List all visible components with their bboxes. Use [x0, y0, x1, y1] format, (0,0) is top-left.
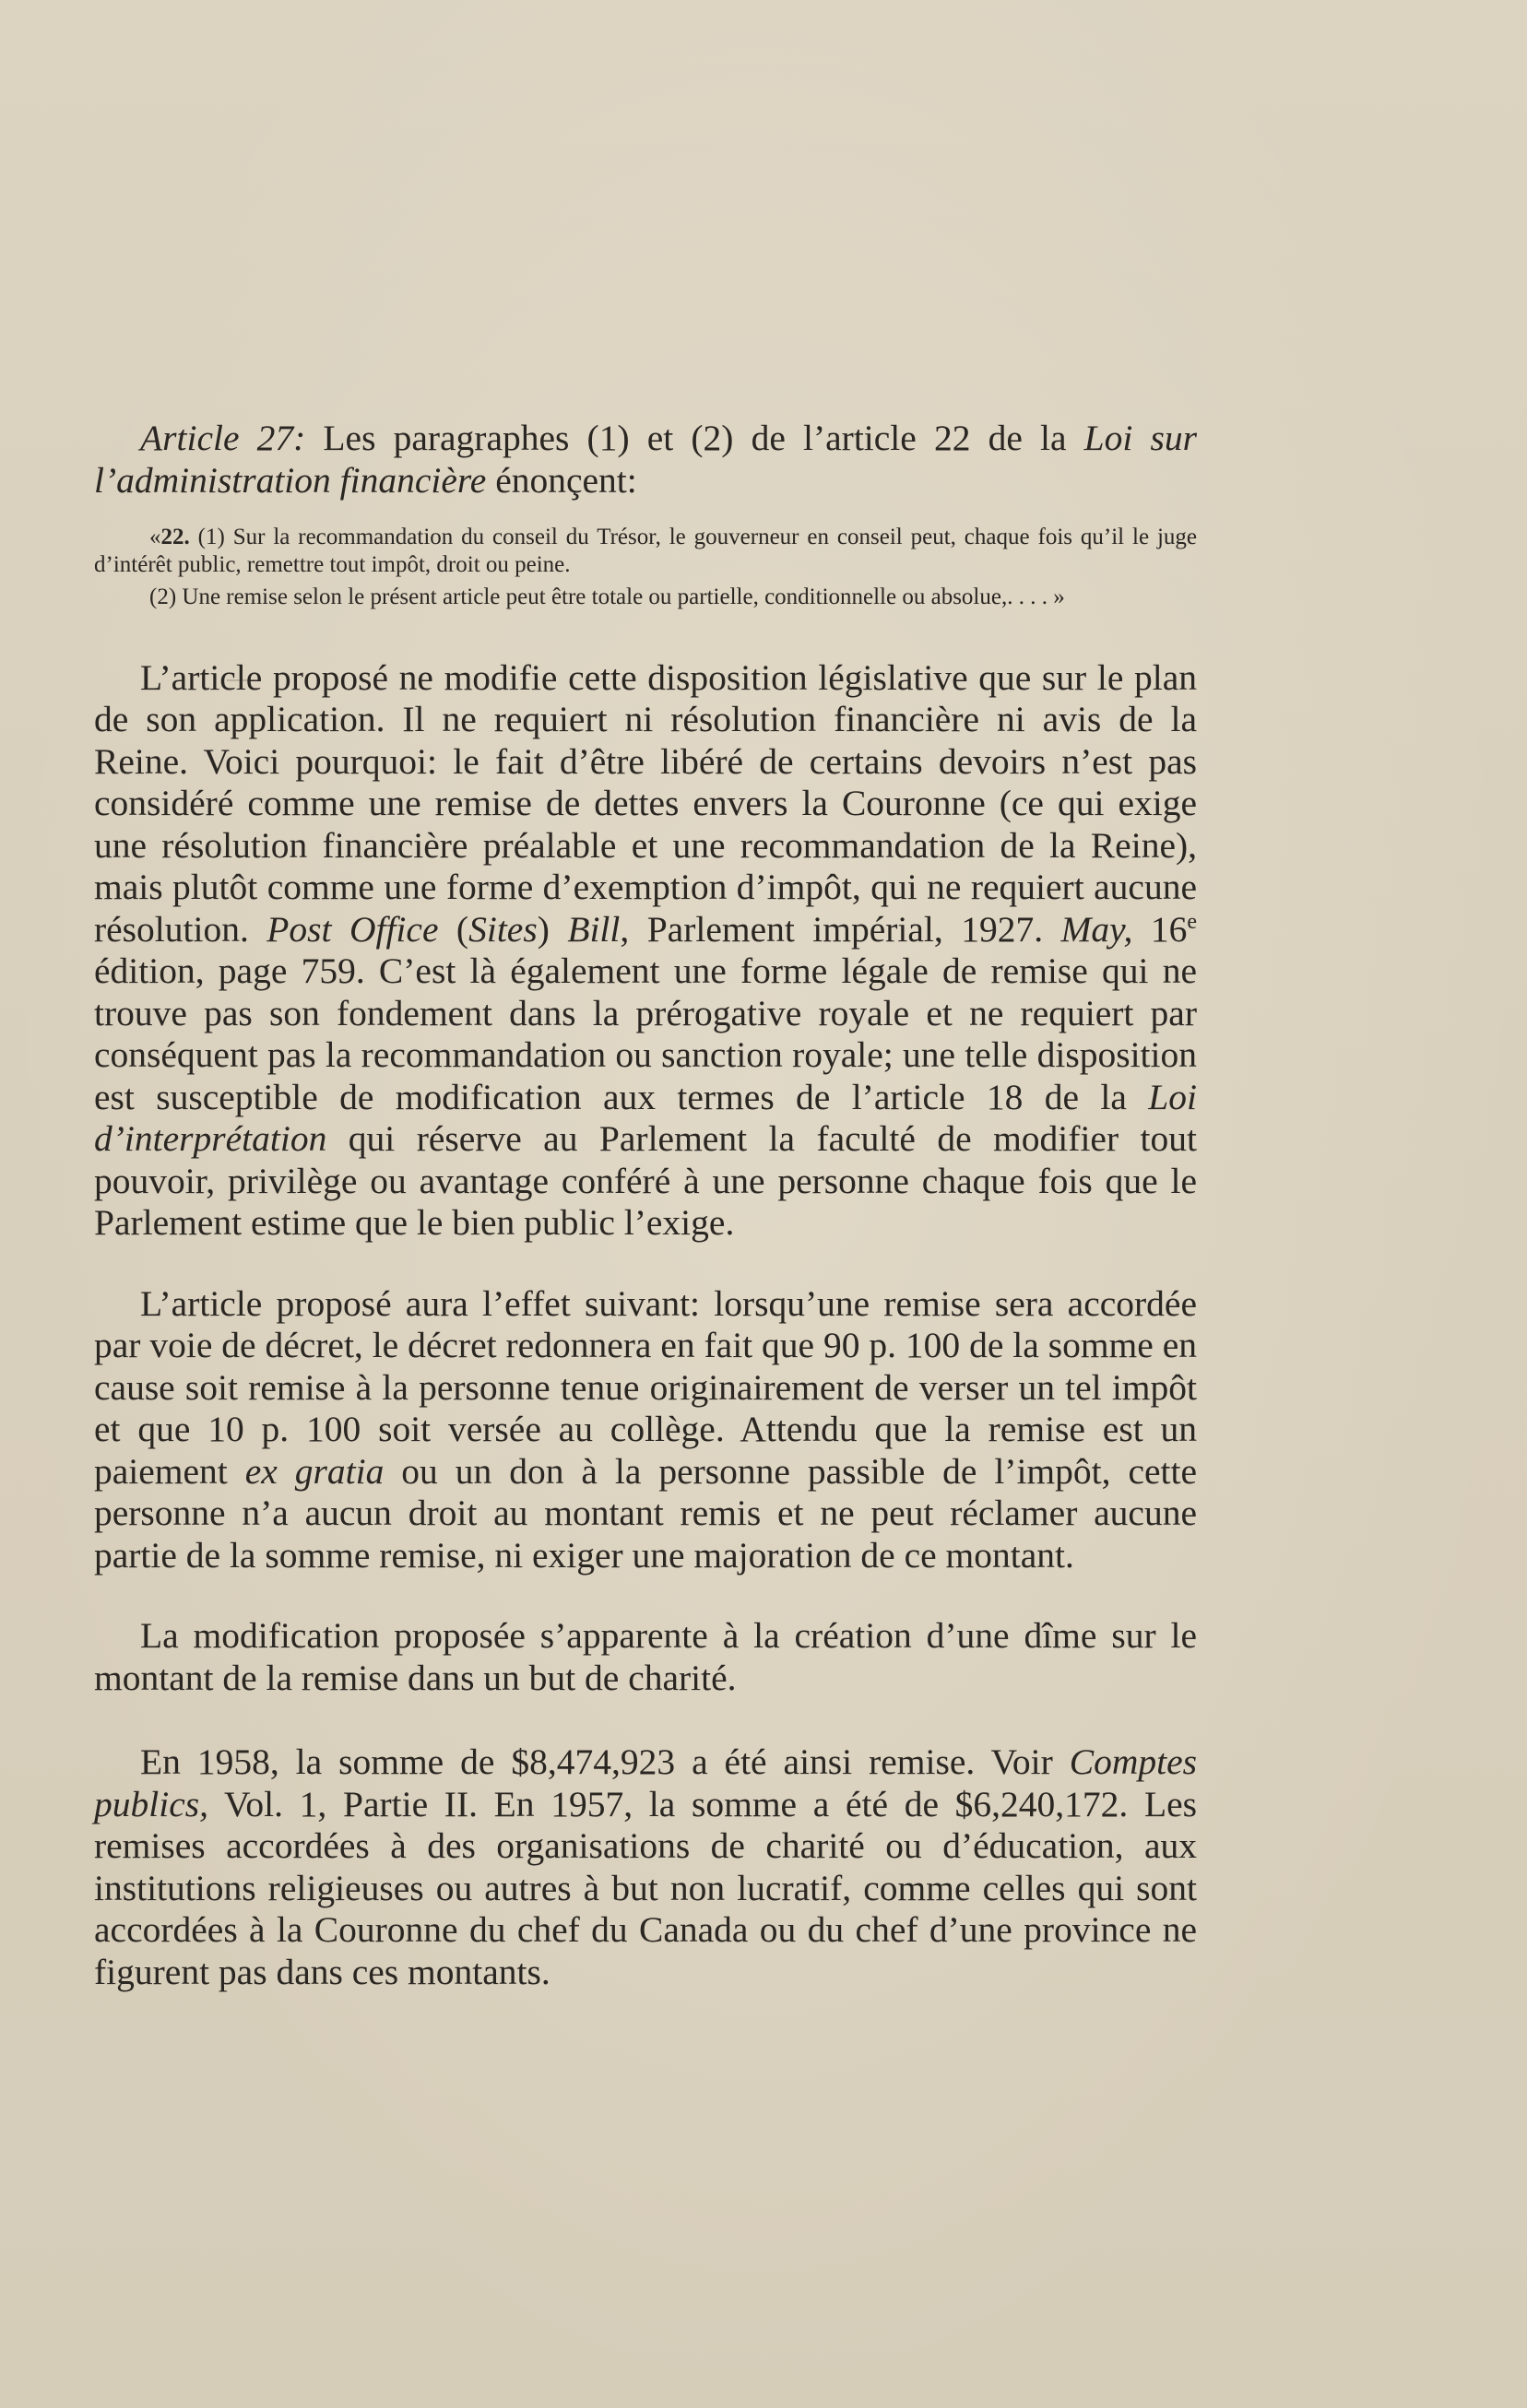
paragraph-1: L’article proposé ne modifie cette disposition législative que sur le plan de son application. Il ne requiert ni résolution financière ni avis de la Reine. Voici pourquoi: le fait d’être libéré de certains devoirs n’est pas considéré comme une remise de dettes envers la Couronne (ce qui exige une résolution financière préalable et une recommandation de la Reine), mais plutôt comme une forme d’exemption d’impôt, qui ne requiert aucune résolution. Post Office (Sites) Bill, Parlement impérial, 1927. May, 16e édition, page 759. C’est là également une forme légale de remise qui ne trouve pas son fondement dans la prérogative royale et ne requiert par conséquent pas la recommandation ou sanction royale; une telle disposition est susceptible de modification aux termes de l’article 18 de la Loi d’interprétation qui réserve au Parlement la faculté de modifier tout pouvoir, privilège ou avantage conféré à une personne chaque fois que le Parlement estime que le bien public l’exige.: [94, 656, 1198, 1243]
quote-paragraph-1: «22. (1) Sur la recommandation du conseil du Trésor, le gouverneur en conseil peut, chaque fois qu’il le juge d’intérêt public, remettre tout impôt, droit ou peine.: [94, 525, 1197, 577]
section-number: 22.: [160, 525, 190, 549]
quote-paragraph-2: (2) Une remise selon le présent article peut être totale ou partielle, conditionnelle ou absolue,. . . . »: [149, 584, 1065, 609]
paragraph-2: L’article proposé aura l’effet suivant: lorsqu’une remise sera accordée par voie de décret, le décret redonnera en fait que 90 p. 100 de la somme en cause soit remise à la personne tenue originairement de verser un tel impôt et que 10 p. 100 soit versée au collège. Attendu que la remise est un paiement ex gratia ou un don à la personne passible de l’impôt, cette personne n’a aucun droit au montant remis et ne peut réclamer aucune partie de la somme remise, ni exiger une majoration de ce montant.: [94, 1282, 1197, 1576]
article-label: Article 27:: [140, 418, 306, 458]
intro-paragraph: Article 27: Les paragraphes (1) et (2) de l’article 22 de la Loi sur l’administration financière énonçent:: [94, 418, 1197, 501]
act-title: Loi sur l’administration financière: [94, 418, 1197, 501]
document-body: [94, 417, 1197, 1993]
quoted-section: [94, 524, 1197, 611]
paragraph-4: En 1958, la somme de $8,474,923 a été ainsi remise. Voir Comptes publics, Vol. 1, Partie II. En 1957, la somme a été de $6,240,172. Les remises accordées à des organisations de charité ou d’éducation, aux institutions religieuses ou autres à but non lucratif, comme celles qui sont accordées à la Couronne du chef du Canada ou du chef d’une province ne figurent pas dans ces montants.: [94, 1741, 1197, 1992]
paragraph-3: La modification proposée s’apparente à la création d’une dîme sur le montant de la remise dans un but de charité.: [94, 1615, 1197, 1698]
